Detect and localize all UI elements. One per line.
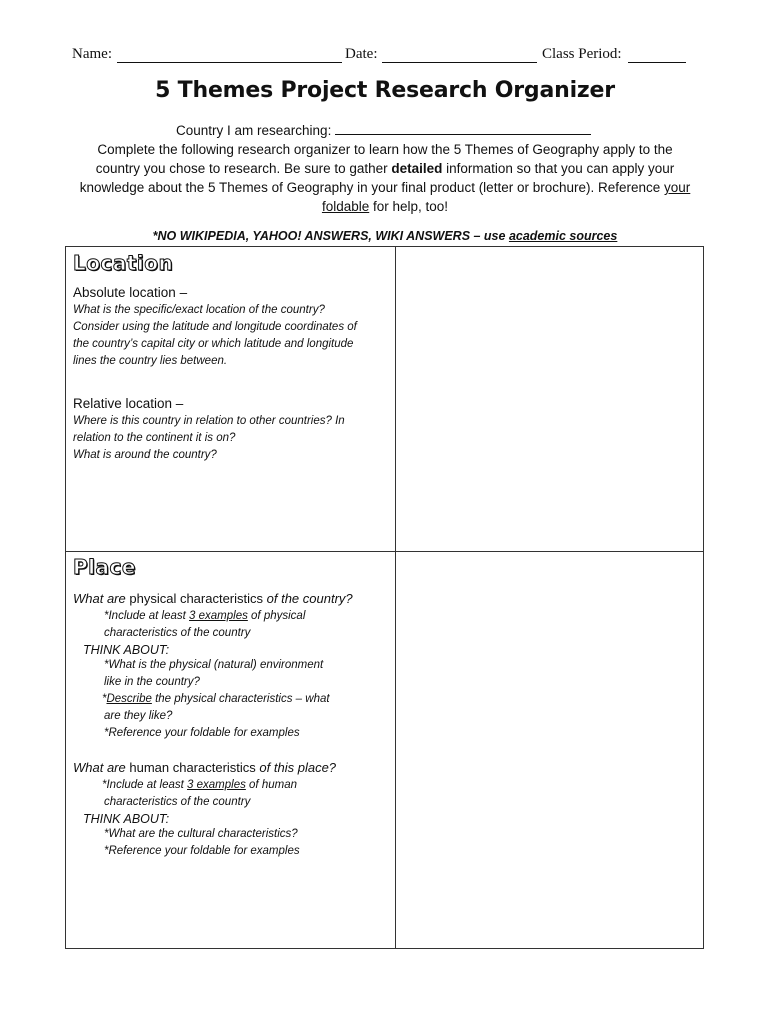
relative-question: Where is this country in relation to other countries? In [73,415,345,427]
class-period-field[interactable] [628,62,686,63]
physical-question [73,591,391,606]
think-item: *What is the physical (natural) environment [104,659,324,671]
absolute-question: lines the country lies between. [73,355,228,367]
column-divider [395,247,396,948]
country-row [176,122,591,138]
human-question [73,760,391,775]
foldable-reference: your foldable [321,180,691,214]
location-section [73,251,391,464]
think-item: *Reference your foldable for examples [104,845,300,857]
class-period-label: Class Period: [542,46,622,62]
name-field[interactable] [117,62,342,63]
instructions-text: information so that you can apply your knowledge about the 5 Themes of Geography in your final product (letter or brochure). Reference [79,161,675,195]
think-item: are they like? [104,710,173,722]
question-text: What are [73,591,126,606]
think-about-label: THINK ABOUT: [83,643,170,657]
place-answer-area[interactable] [397,553,702,947]
page-title: 5 Themes Project Research Organizer [155,78,615,103]
think-item: *What are the cultural characteristics? [104,828,298,840]
relative-question: relation to the continent it is on? [73,432,236,444]
sources-warning [0,229,770,243]
physical-include: characteristics of the country [104,627,251,639]
question-text: of this place? [259,760,337,775]
relative-question: What is around the country? [73,449,217,461]
absolute-question: Consider using the latitude and longitude coordinates of [73,321,357,333]
think-item: *Describe the physical characteristics – what [102,693,330,705]
location-answer-area[interactable] [397,248,702,550]
instructions [78,140,692,216]
organizer-grid [65,246,704,949]
location-heading: Location [73,251,174,275]
academic-sources-text: academic sources [508,229,618,243]
place-heading: Place [73,555,136,579]
country-label: Country I am researching: [176,123,332,138]
question-text: What are [73,760,126,775]
instructions-emphasis: detailed [391,161,443,176]
warning-text: *NO WIKIPEDIA, YAHOO! ANSWERS, WIKI ANSWERS – use [152,229,509,243]
absolute-question: What is the specific/exact location of the country? [73,304,325,316]
absolute-location-label: Absolute location – [73,285,188,300]
think-about-label: THINK ABOUT: [83,812,170,826]
think-item: *Reference your foldable for examples [104,727,300,739]
date-label: Date: [345,46,378,62]
instructions-text: Complete the following research organizer to learn how the 5 Themes of Geography apply to the country you chose to research. Be sure to gather [95,142,673,176]
date-field[interactable] [382,62,537,63]
country-field[interactable] [335,122,591,135]
absolute-question: the country’s capital city or which latitude and longitude [73,338,354,350]
physical-include: *Include at least 3 examples of physical [104,610,306,622]
place-section [73,555,391,860]
question-text: physical characteristics [125,591,267,606]
question-text: human characteristics [125,760,260,775]
human-include: *Include at least 3 examples of human [102,779,297,791]
question-text: of the country? [266,591,353,606]
name-label: Name: [72,46,112,62]
row-divider [66,551,703,552]
human-include: characteristics of the country [104,796,251,808]
think-item: like in the country? [104,676,200,688]
relative-location-label: Relative location – [73,396,184,411]
instructions-text: for help, too! [369,199,449,214]
header-fields [72,46,692,66]
